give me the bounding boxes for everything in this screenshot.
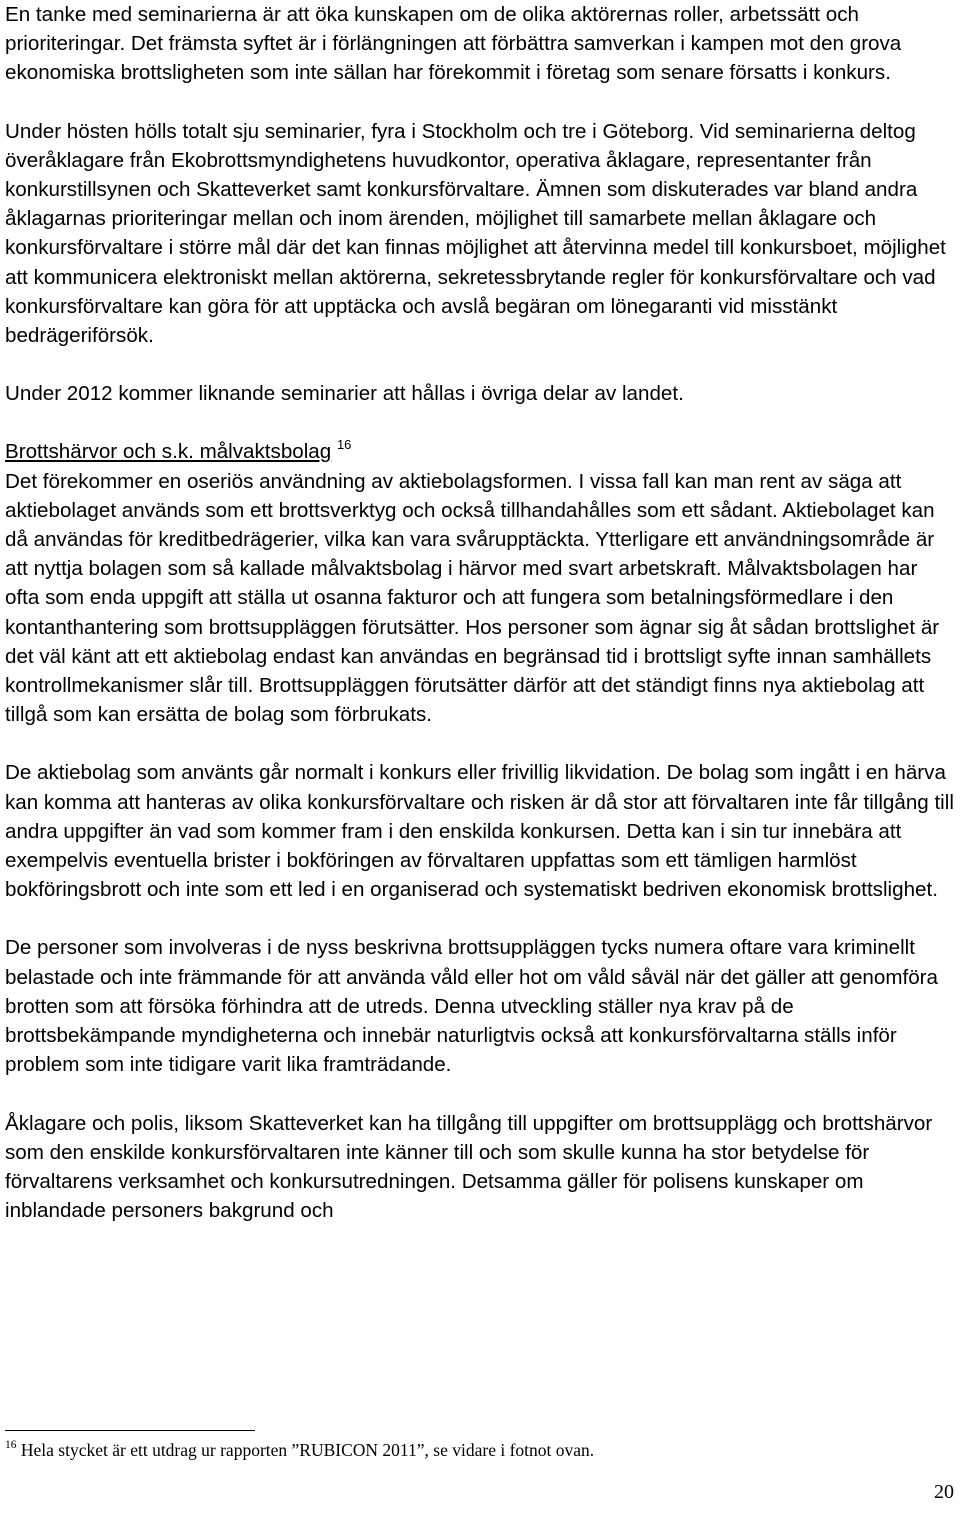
- paragraph-bankruptcy: De aktiebolag som använts går normalt i konkurs eller frivillig likvidation. De bolag som ingått i en härva kan komma att hanteras av olika konkursförvaltare och risken är då stor att förvaltaren inte får tillgång till andra uppgifter än vad som kommer fram i den enskilda konkursen. Detta kan i sin tur innebära att exempelvis eventuella brister i bokföringen av förvaltaren uppfattas som ett tämligen harmlöst bokföringsbrott och inte som ett led i en organiserad och systematiskt bedriven ekonomisk brottslighet.: [5, 761, 954, 902]
- paragraph-prosecutors-police: Åklagare och polis, liksom Skatteverket kan ha tillgång till uppgifter om brottsupplägg och brottshärvor som den enskilde konkursförvaltaren inte känner till och som skulle kunna ha stor betydelse för förvaltarens verksamhet och konkursutredningen. Detsamma gäller för polisens kunskaper om inblandade personers bakgrund och: [5, 1111, 933, 1223]
- section-heading: [5, 437, 957, 466]
- paragraph-spacer: [5, 88, 957, 117]
- document-page: [5, 0, 957, 1225]
- paragraph-seminar-details: Under hösten hölls totalt sju seminarier, fyra i Stockholm och tre i Göteborg. Vid seminarierna deltog överåklagare från Ekobrottsmyndighetens huvudkontor, operativa åklagare, representanter från konkurstillsynen och Skatteverket samt konkursförvaltare. Ämnen som diskuterades var bland andra åklagarnas prioriteringar mellan och inom ärenden, möjlighet till samarbete mellan åklagare och konkursförvaltare i större mål där det kan finnas möjlighet att återvinna medel till konkursboet, möjlighet att kommunicera elektroniskt mellan aktörerna, sekretessbrytande regler för konkursförvaltare och vad konkursförvaltare kan göra för att upptäcka och avslå begäran om lönegaranti vid misstänkt bedrägeriförsök.: [5, 119, 946, 348]
- paragraph-involved-persons: De personer som involveras i de nyss beskrivna brottsuppläggen tycks numera oftare vara kriminellt belastade och inte främmande för att använda våld eller hot om våld såväl när det gäller att genomföra brotten som att försöka förhindra att de utreds. Denna utveckling ställer nya krav på de brottsbekämpande myndigheterna och innebär naturligtvis också att konkursförvaltarna ställs inför problem som inte tidigare varit lika framträdande.: [5, 936, 938, 1077]
- paragraph-spacer: [5, 904, 957, 933]
- paragraph-spacer: [5, 1080, 957, 1109]
- footnote-separator: [5, 1430, 255, 1431]
- page-number: 20: [934, 1481, 954, 1503]
- section-heading-text: Brottshärvor och s.k. målvaktsbolag: [5, 440, 332, 464]
- footnote-reference[interactable]: 16: [336, 437, 352, 453]
- footnote: [5, 1438, 594, 1462]
- paragraph-spacer: [5, 350, 957, 379]
- paragraph-shell-companies: Det förekommer en oseriös användning av aktiebolagsformen. I vissa fall kan man rent av säga att aktiebolaget används som ett brottsverktyg och också tillhandahålles som ett sådant. Aktiebolaget kan då användas för kreditbedrägerier, vilka kan vara svårupptäckta. Ytterligare ett användningsområde är att nyttja bolagen som så kallade målvaktsbolag i härvor med svart arbetskraft. Målvaktsbolagen har ofta som enda uppgift att ställa ut osanna fakturor och att fungera som betalningsförmedlare i den kontanthantering som brottsuppläggen förutsätter. Hos personer som ägnar sig åt sådan brottslighet är det väl känt att ett aktiebolag endast kan användas en begränsad tid i brottsligt syfte innan samhällets kontrollmekanismer slår till. Brottsuppläggen förutsätter därför att det ständigt finns nya aktiebolag att tillgå som kan ersätta de bolag som förbrukats.: [5, 469, 940, 727]
- paragraph-spacer: [5, 408, 957, 437]
- paragraph-seminar-purpose: En tanke med seminarierna är att öka kunskapen om de olika aktörernas roller, arbetssätt och prioriteringar. Det främsta syftet är i förlängningen att förbättra samverkan i kampen mot den grova ekonomiska brottsligheten som inte sällan har förekommit i företag som senare försatts i konkurs.: [5, 3, 902, 85]
- paragraph-spacer: [5, 729, 957, 758]
- footnote-text: Hela stycket är ett utdrag ur rapporten ”RUBICON 2011”, se vidare i fotnot ovan.: [16, 1440, 595, 1460]
- footnote-number: 16: [5, 1439, 17, 1451]
- paragraph-2012-plans: Under 2012 kommer liknande seminarier att hållas i övriga delar av landet.: [5, 382, 684, 406]
